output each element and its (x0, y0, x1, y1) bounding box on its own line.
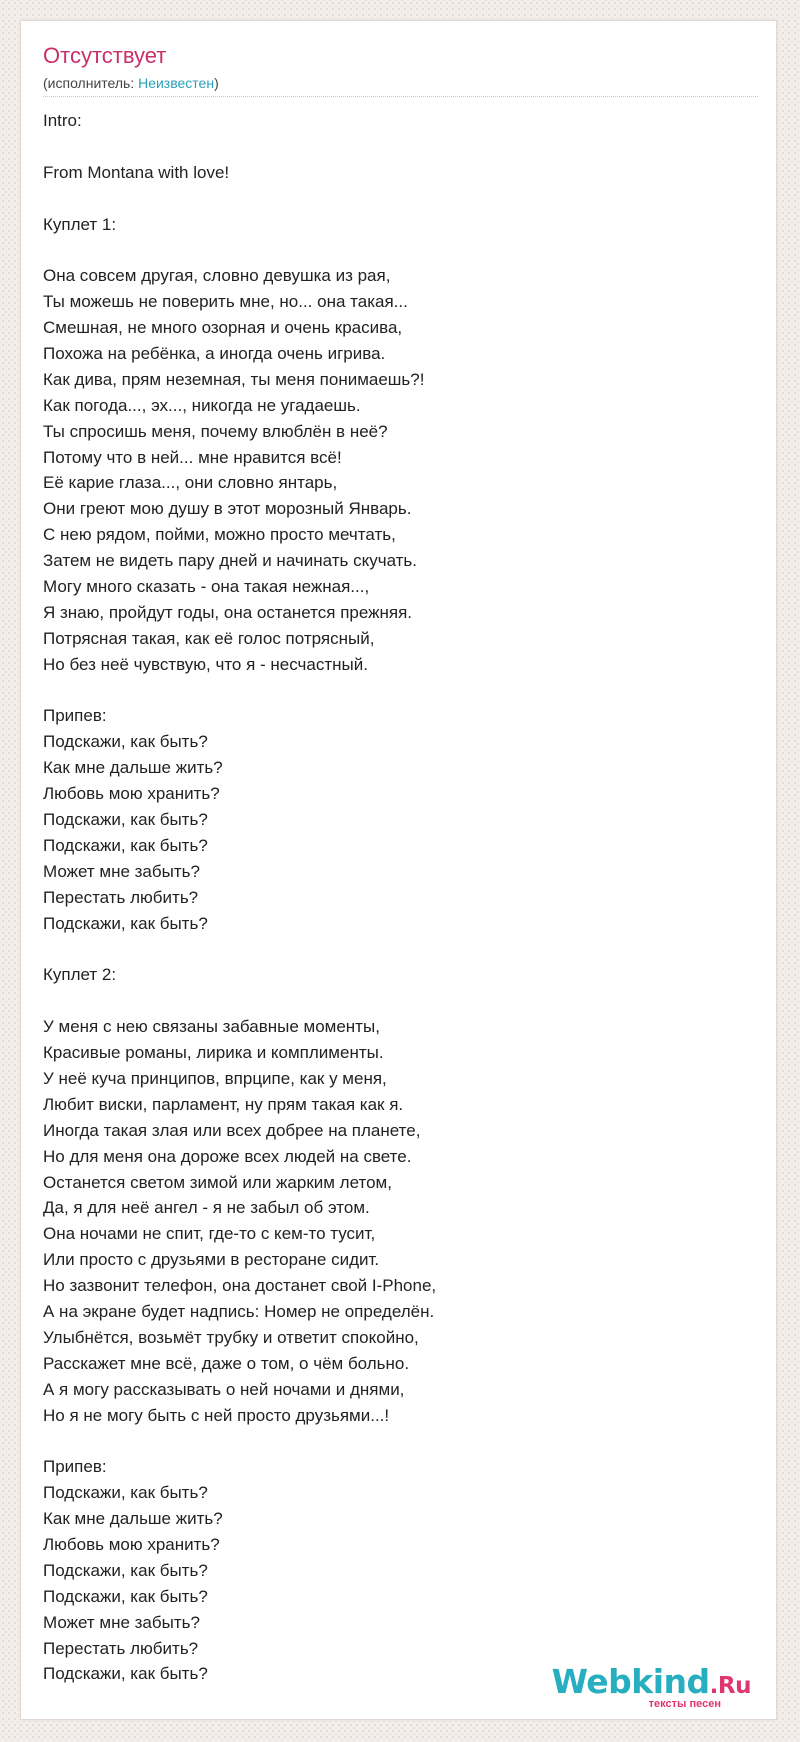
lyric-line: Подскажи, как быть? (43, 1560, 208, 1580)
lyric-line: Или просто с друзьями в ресторане сидит. (43, 1250, 380, 1270)
artist-link[interactable]: Неизвестен (138, 75, 215, 91)
lyric-line: Любит виски, парламент, ну прям такая как я. (43, 1094, 404, 1114)
lyric-line: Куплет 1: (43, 214, 117, 234)
lyric-line: Но я не могу быть с ней просто друзьями...! (43, 1405, 390, 1425)
lyric-line: Но зазвонит телефон, она достанет свой I-Phone, (43, 1276, 437, 1296)
lyric-line: Любовь мою хранить? (43, 1534, 220, 1554)
lyric-line: Она совсем другая, словно девушка из рая, (43, 266, 391, 286)
lyric-line: Подскажи, как быть? (43, 1664, 208, 1684)
lyric-line: Куплет 2: (43, 965, 117, 985)
lyric-line: Как погода..., эх..., никогда не угадаешь. (43, 395, 361, 415)
lyric-line: Расскажет мне всё, даже о том, о чём больно. (43, 1353, 410, 1373)
lyric-line: Да, я для неё ангел - я не забыл об этом. (43, 1198, 370, 1218)
lyric-blank-line (43, 1428, 758, 1454)
lyric-line: Потрясная такая, как её голос потрясный, (43, 628, 375, 648)
lyric-blank-line (43, 134, 758, 160)
logo-tld: .Ru (709, 1673, 751, 1699)
lyric-line: Они греют мою душу в этот морозный Январь. (43, 499, 412, 519)
logo-tagline: тексты песен (648, 1698, 721, 1710)
lyric-line: Подскажи, как быть? (43, 835, 208, 855)
lyric-blank-line (43, 237, 758, 263)
lyric-line: Перестать любить? (43, 1638, 199, 1658)
artist-suffix: ) (214, 75, 219, 91)
lyric-line: Перестать любить? (43, 887, 199, 907)
lyric-line: У неё куча принципов, впрципе, как у меня, (43, 1068, 387, 1088)
lyric-line: А я могу рассказывать о ней ночами и днями, (43, 1379, 405, 1399)
lyric-line: Её карие глаза..., они словно янтарь, (43, 473, 338, 493)
artist-line (43, 75, 219, 92)
song-card (20, 20, 777, 1720)
lyric-line: Смешная, не много озорная и очень красива, (43, 318, 403, 338)
lyric-line: Но для меня она дороже всех людей на свете. (43, 1146, 412, 1166)
lyric-line: Я знаю, пройдут годы, она останется прежняя. (43, 602, 413, 622)
lyric-line: Затем не видеть пару дней и начинать скучать. (43, 551, 418, 571)
lyric-line: Она ночами не спит, где-то с кем-то тусит, (43, 1224, 376, 1244)
lyric-blank-line (43, 186, 758, 212)
lyric-line: Ты спросишь меня, почему влюблён в неё? (43, 421, 388, 441)
lyric-line: Похожа на ребёнка, а иногда очень игрива. (43, 344, 386, 364)
header-divider (43, 96, 758, 97)
lyric-line: Как мне дальше жить? (43, 758, 223, 778)
lyric-line: Подскажи, как быть? (43, 732, 208, 752)
song-title: Отсутствует (43, 43, 167, 68)
lyric-line: Как мне дальше жить? (43, 1509, 223, 1529)
lyric-line: Могу много сказать - она такая нежная..., (43, 577, 370, 597)
lyric-blank-line (43, 678, 758, 704)
lyric-line: Красивые романы, лирика и комплименты. (43, 1043, 384, 1063)
lyric-line: Подскажи, как быть? (43, 810, 208, 830)
lyric-line: Может мне забыть? (43, 861, 200, 881)
lyric-line: Припев: (43, 706, 107, 726)
lyrics-text (43, 108, 758, 1687)
lyric-line: Подскажи, как быть? (43, 1483, 208, 1503)
lyric-line: Может мне забыть? (43, 1612, 200, 1632)
site-logo[interactable] (551, 1663, 751, 1711)
lyric-line: А на экране будет надпись: Номер не определён. (43, 1301, 435, 1321)
artist-prefix: (исполнитель: (43, 75, 139, 91)
lyric-line: У меня с нею связаны забавные моменты, (43, 1017, 380, 1037)
lyric-blank-line (43, 988, 758, 1014)
lyric-line: Иногда такая злая или всех добрее на планете, (43, 1120, 421, 1140)
lyric-line: From Montana with love! (43, 162, 230, 182)
lyric-line: Подскажи, как быть? (43, 913, 208, 933)
lyric-line: Останется светом зимой или жарким летом, (43, 1172, 392, 1192)
lyric-line: Любовь мою хранить? (43, 784, 220, 804)
lyric-line: С нею рядом, пойми, можно просто мечтать, (43, 525, 396, 545)
lyric-line: Потому что в ней... мне нравится всё! (43, 447, 342, 467)
lyric-line: Как дива, прям неземная, ты меня понимаешь?! (43, 369, 425, 389)
lyric-line: Улыбнётся, возьмёт трубку и ответит спокойно, (43, 1327, 419, 1347)
lyric-blank-line (43, 937, 758, 963)
lyric-line: Ты можешь не поверить мне, но... она такая... (43, 292, 408, 312)
lyric-line: Но без неё чувствую, что я - несчастный. (43, 654, 368, 674)
lyric-line: Подскажи, как быть? (43, 1586, 208, 1606)
logo-main-text: Webkind (551, 1662, 710, 1701)
lyric-line: Intro: (43, 111, 82, 130)
lyric-line: Припев: (43, 1457, 107, 1477)
